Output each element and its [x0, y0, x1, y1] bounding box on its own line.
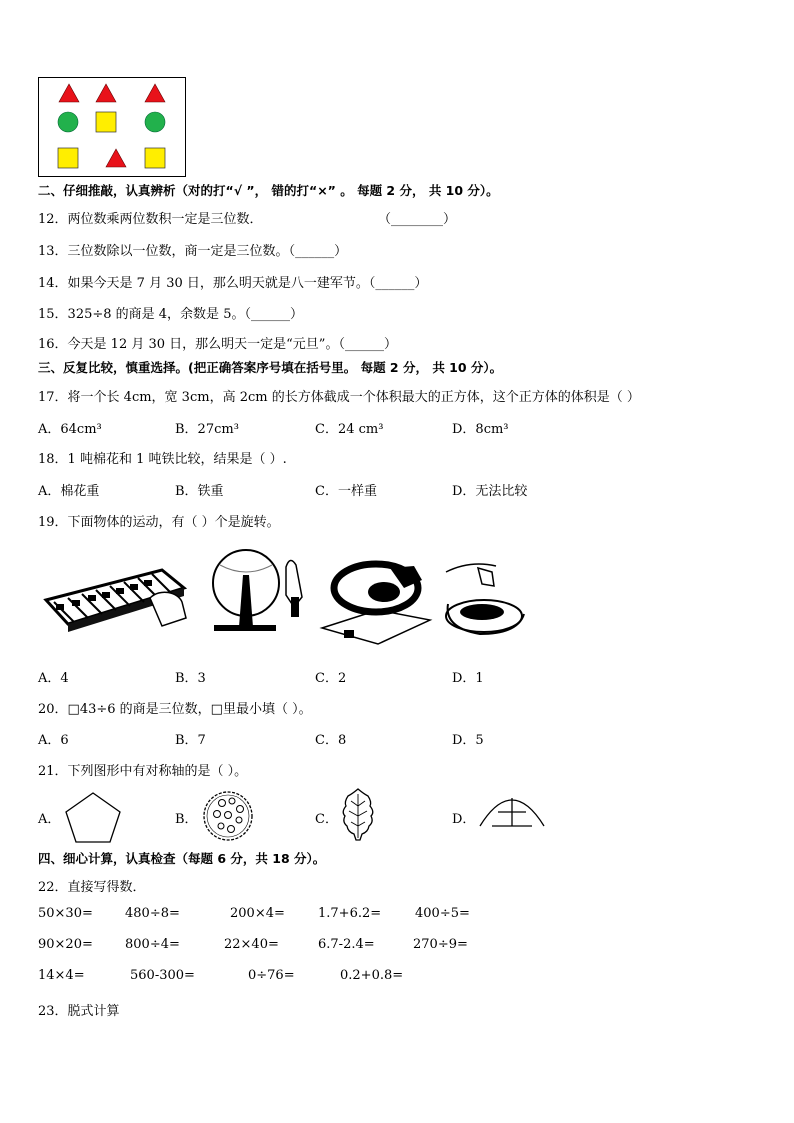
q20-option-a[interactable]: A．6: [38, 733, 69, 748]
q19-option-c[interactable]: C．2: [315, 671, 347, 686]
q15: [38, 303, 303, 322]
q14-blank[interactable]: （______）: [368, 276, 428, 291]
q14-num: 14．: [38, 276, 68, 291]
red-triangle-3: [145, 84, 165, 102]
section2-title: 二、仔细推敲，认真辨析（对的打“√ ”， 错的打“×” 。 每题 2 分， 共 10 分）。: [38, 183, 499, 198]
q20-text: 20．□43÷6 的商是三位数，□里最小填（ ）。: [38, 702, 312, 717]
section3-title: 三、反复比较，慎重选择。(把正确答案序号填在括号里。 每题 2 分， 共 10 分）。: [38, 360, 503, 375]
red-triangle-2: [96, 84, 116, 102]
q22-text: 22．直接写得数．: [38, 880, 146, 895]
q20-option-d[interactable]: D．5: [452, 733, 484, 748]
q17-option-b[interactable]: B．27cm³: [175, 422, 239, 437]
q19-option-d[interactable]: D．1: [452, 671, 484, 686]
calc-r1c3: 200×4=: [230, 906, 285, 921]
cookie-figure: [200, 788, 256, 844]
green-circle-1: [58, 112, 78, 132]
calc-r3c4: 0.2+0.8=: [340, 968, 404, 983]
arch-figure: [476, 788, 548, 836]
q23-text: 23．脱式计算: [38, 1004, 120, 1019]
yellow-square-3: [145, 148, 165, 168]
red-triangle-4: [106, 149, 126, 167]
q14-text: 如果今天是 7 月 30 日，那么明天就是八一建军节。: [67, 276, 369, 291]
q20-option-b[interactable]: B．7: [175, 733, 206, 748]
steering-wheel-picture: [318, 558, 433, 648]
calc-r3c3: 0÷76=: [248, 968, 295, 983]
calc-r1c5: 400÷5=: [415, 906, 470, 921]
q12: [38, 208, 263, 227]
q18-option-a[interactable]: A．棉花重: [38, 484, 100, 499]
q21-option-a[interactable]: A．: [38, 812, 61, 827]
q21-option-c[interactable]: C．: [315, 812, 338, 827]
q21-option-b[interactable]: B．: [175, 812, 198, 827]
q13-blank[interactable]: （______）: [288, 244, 348, 259]
q18-option-b[interactable]: B．铁重: [175, 484, 224, 499]
faucet-picture: [440, 558, 530, 643]
q13: [38, 240, 347, 259]
q21-option-d[interactable]: D．: [452, 812, 476, 827]
q17-option-a[interactable]: A．64cm³: [38, 422, 102, 437]
leaf-figure: [338, 786, 378, 844]
calc-r2c5: 270÷9=: [413, 937, 468, 952]
section4-title: 四、细心计算，认真检查（每题 6 分，共 18 分）。: [38, 851, 326, 866]
q19-text: 19．下面物体的运动，有（ ）个是旋转。: [38, 515, 280, 530]
q17-option-c[interactable]: C．24 cm³: [315, 422, 384, 437]
q19-option-a[interactable]: A．4: [38, 671, 69, 686]
calc-r2c3: 22×40=: [224, 937, 279, 952]
q13-text: 三位数除以一位数，商一定是三位数。: [67, 244, 289, 259]
q12-blank[interactable]: （________）: [378, 212, 457, 227]
calc-r1c4: 1.7+6.2=: [318, 906, 382, 921]
q14: [38, 272, 427, 291]
calc-r2c4: 6.7-2.4=: [318, 937, 375, 952]
globe-picture: [198, 545, 318, 635]
q21-text: 21．下列图形中有对称轴的是（ ）。: [38, 764, 248, 779]
shapes-figure: [38, 77, 198, 187]
calc-r2c2: 800÷4=: [125, 937, 180, 952]
q16-blank[interactable]: （______）: [338, 337, 397, 352]
abacus-picture: [42, 548, 187, 638]
q18-option-c[interactable]: C．一样重: [315, 484, 377, 499]
q16: [38, 333, 397, 352]
calc-r1c2: 480÷8=: [125, 906, 180, 921]
q15-num: 15．: [38, 307, 68, 322]
q18-text: 18．1 吨棉花和 1 吨铁比较，结果是（ ）.: [38, 452, 287, 467]
calc-r1c1: 50×30=: [38, 906, 93, 921]
q20-option-c[interactable]: C．8: [315, 733, 347, 748]
q16-text: 今天是 12 月 30 日，那么明天一定是“元旦”。: [67, 337, 339, 352]
q18-option-d[interactable]: D．无法比较: [452, 484, 528, 499]
pentagon-figure: [62, 790, 124, 846]
q13-num: 13．: [38, 244, 68, 259]
q16-num: 16．: [38, 337, 68, 352]
q19-option-b[interactable]: B．3: [175, 671, 206, 686]
calc-r3c2: 560-300=: [130, 968, 195, 983]
q12-text: 两位数乘两位数积一定是三位数．: [67, 212, 263, 227]
q17-option-d[interactable]: D．8cm³: [452, 422, 509, 437]
yellow-square-2: [58, 148, 78, 168]
calc-r2c1: 90×20=: [38, 937, 93, 952]
q12-num: 12．: [38, 212, 68, 227]
q15-text: 325÷8 的商是 4，余数是 5。: [67, 307, 245, 322]
red-triangle-1: [59, 84, 79, 102]
q17-text: 17．将一个长 4cm，宽 3cm，高 2cm 的长方体截成一个体积最大的正方体，这个正方体的体积是（ ）: [38, 390, 640, 405]
green-circle-2: [145, 112, 165, 132]
q15-blank[interactable]: （______）: [244, 307, 303, 322]
yellow-square-1: [96, 112, 116, 132]
calc-r3c1: 14×4=: [38, 968, 85, 983]
